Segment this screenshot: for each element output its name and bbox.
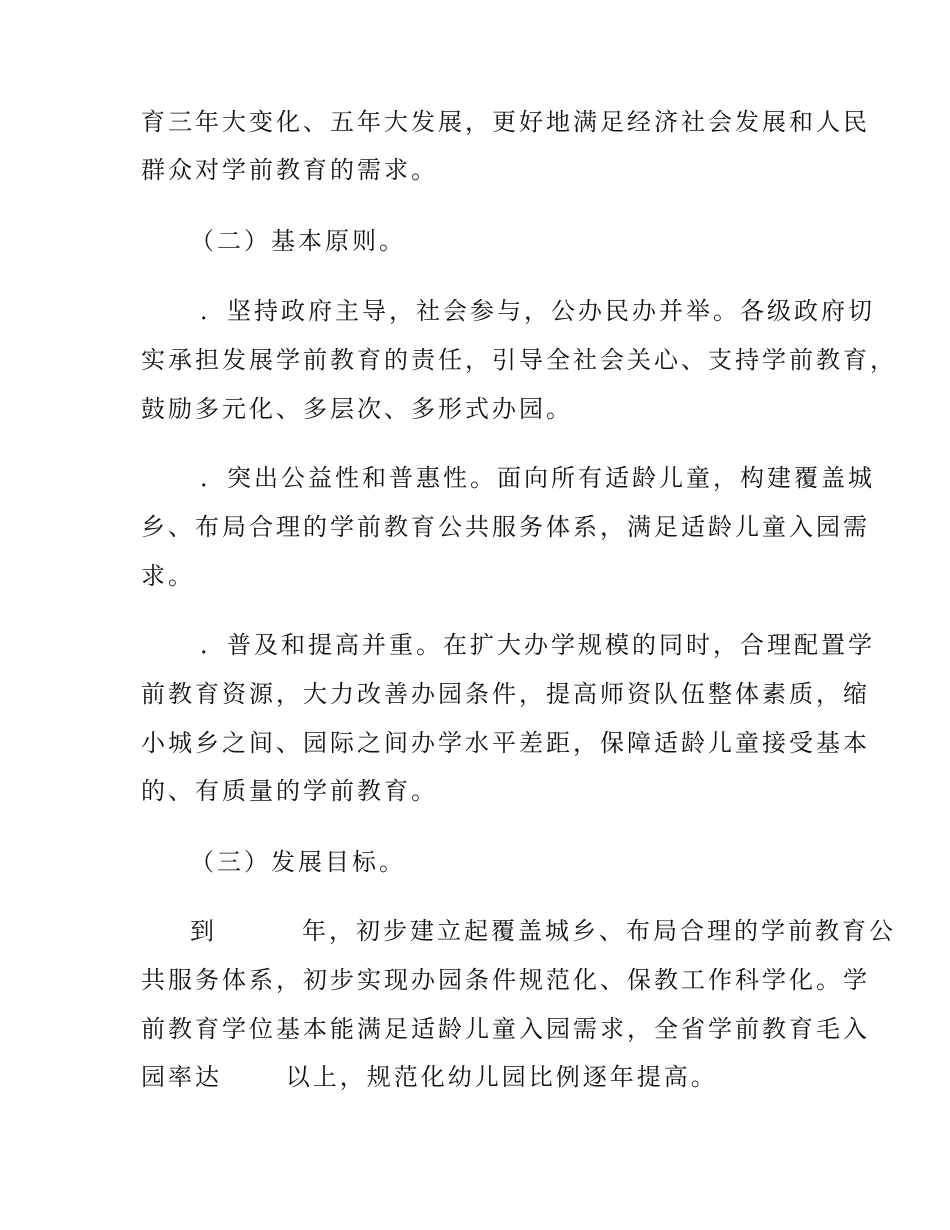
text-line: 小城乡之间、园际之间办学水平差距，保障适龄儿童接受基本	[141, 729, 870, 757]
text-line: 前教育学位基本能满足适龄儿童入园需求，全省学前教育毛入	[141, 1015, 870, 1043]
text-line: 群众对学前教育的需求。	[141, 156, 438, 184]
text-line: ．普及和提高并重。在扩大办学规模的同时，合理配置学	[200, 631, 875, 659]
text-line: 实承担发展学前教育的责任，引导全社会关心、支持学前教育，	[141, 346, 897, 374]
section-heading: （二）基本原则。	[190, 227, 406, 255]
text-line: 共服务体系，初步实现办园条件规范化、保教工作科学化。学	[141, 966, 870, 994]
text-line: ．坚持政府主导，社会参与，公办民办并举。各级政府切	[200, 297, 875, 325]
text-line: 求。	[141, 562, 195, 590]
text-line: 育三年大变化、五年大发展，更好地满足经济社会发展和人民	[141, 108, 870, 136]
text-line: ．突出公益性和普惠性。面向所有适龄儿童，构建覆盖城	[200, 464, 875, 492]
section-heading: （三）发展目标。	[190, 848, 406, 876]
text-line: 园率达 以上，规范化幼儿园比例逐年提高。	[141, 1063, 718, 1091]
text-line: 鼓励多元化、多层次、多形式办园。	[141, 395, 573, 423]
text-line: 乡、布局合理的学前教育公共服务体系，满足适龄儿童入园需	[141, 513, 870, 541]
text-line: 到 年，初步建立起覆盖城乡、布局合理的学前教育公	[190, 917, 897, 945]
text-line: 的、有质量的学前教育。	[141, 777, 438, 805]
text-line: 前教育资源，大力改善办园条件，提高师资队伍整体素质，缩	[141, 680, 870, 708]
